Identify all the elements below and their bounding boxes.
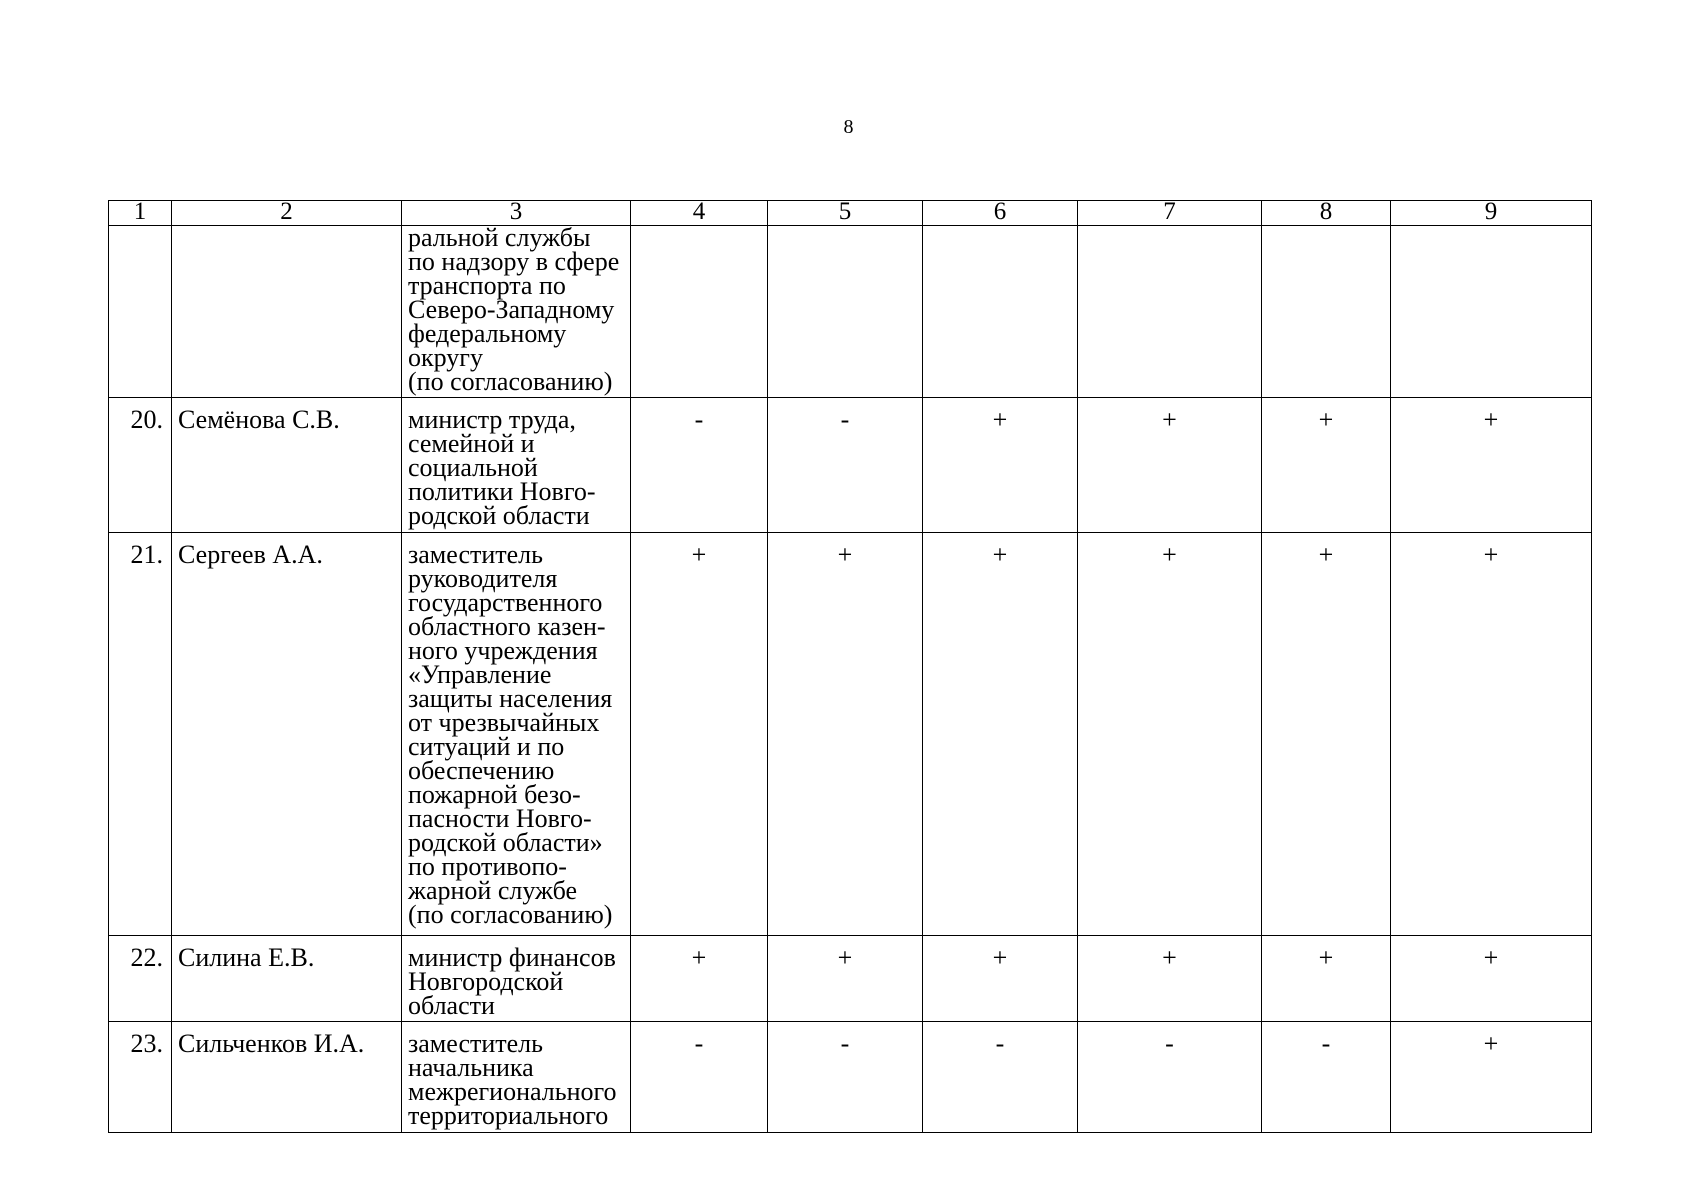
member-name: Сергеев А.А. [172, 533, 402, 936]
member-position: ральной службы по надзору в сфере транспорта по Северо-Западному федеральному округу (по согласованию) [402, 226, 631, 398]
row-number: 22. [109, 936, 172, 1022]
column-header: 3 [402, 201, 631, 226]
member-name [172, 226, 402, 398]
mark-cell: + [1262, 533, 1391, 936]
member-position: министр труда, семейной и социальной политики Новго- родской области [402, 398, 631, 533]
mark-cell: + [768, 533, 923, 936]
column-header: 1 [109, 201, 172, 226]
table-row-continued [109, 226, 1592, 398]
mark-cell [923, 226, 1078, 398]
mark-cell: + [923, 936, 1078, 1022]
mark-cell: + [1391, 936, 1592, 1022]
mark-cell: - [631, 1022, 768, 1133]
mark-cell: - [768, 1022, 923, 1133]
mark-cell: + [923, 398, 1078, 533]
column-header: 4 [631, 201, 768, 226]
member-position: заместитель начальника межрегионального территориального [402, 1022, 631, 1133]
table-row [109, 398, 1592, 533]
mark-cell: + [1262, 398, 1391, 533]
column-header: 8 [1262, 201, 1391, 226]
mark-cell: + [631, 533, 768, 936]
mark-cell [1078, 226, 1262, 398]
mark-cell: - [631, 398, 768, 533]
table-row [109, 936, 1592, 1022]
row-number [109, 226, 172, 398]
mark-cell: + [1078, 398, 1262, 533]
row-number: 23. [109, 1022, 172, 1133]
mark-cell: + [1262, 936, 1391, 1022]
member-name: Силина Е.В. [172, 936, 402, 1022]
table-row [109, 1022, 1592, 1133]
page-number: 8 [843, 116, 854, 138]
members-table [108, 200, 1592, 1133]
row-number: 20. [109, 398, 172, 533]
column-header: 6 [923, 201, 1078, 226]
mark-cell: - [1262, 1022, 1391, 1133]
mark-cell: + [1391, 1022, 1592, 1133]
member-name: Сильченков И.А. [172, 1022, 402, 1133]
member-name: Семёнова С.В. [172, 398, 402, 533]
member-position: заместитель руководителя государственного областного казен- ного учреждения «Управление защиты населения от чрезвычайных ситуаций и по обеспечению пожарной безо- пасности Новго- родской области» по противопо- жарной службе (по согласованию) [402, 533, 631, 936]
mark-cell: + [1391, 398, 1592, 533]
table-row [109, 533, 1592, 936]
mark-cell: - [768, 398, 923, 533]
mark-cell: + [923, 533, 1078, 936]
column-header: 7 [1078, 201, 1262, 226]
column-header: 5 [768, 201, 923, 226]
mark-cell: + [1078, 936, 1262, 1022]
column-header: 2 [172, 201, 402, 226]
mark-cell: - [923, 1022, 1078, 1133]
row-number: 21. [109, 533, 172, 936]
column-header: 9 [1391, 201, 1592, 226]
mark-cell: - [1078, 1022, 1262, 1133]
mark-cell: + [1391, 533, 1592, 936]
header-row [109, 201, 1592, 226]
member-position: министр финансов Новгородской области [402, 936, 631, 1022]
mark-cell: + [768, 936, 923, 1022]
mark-cell: + [1078, 533, 1262, 936]
mark-cell [1262, 226, 1391, 398]
mark-cell: + [631, 936, 768, 1022]
mark-cell [1391, 226, 1592, 398]
mark-cell [631, 226, 768, 398]
mark-cell [768, 226, 923, 398]
